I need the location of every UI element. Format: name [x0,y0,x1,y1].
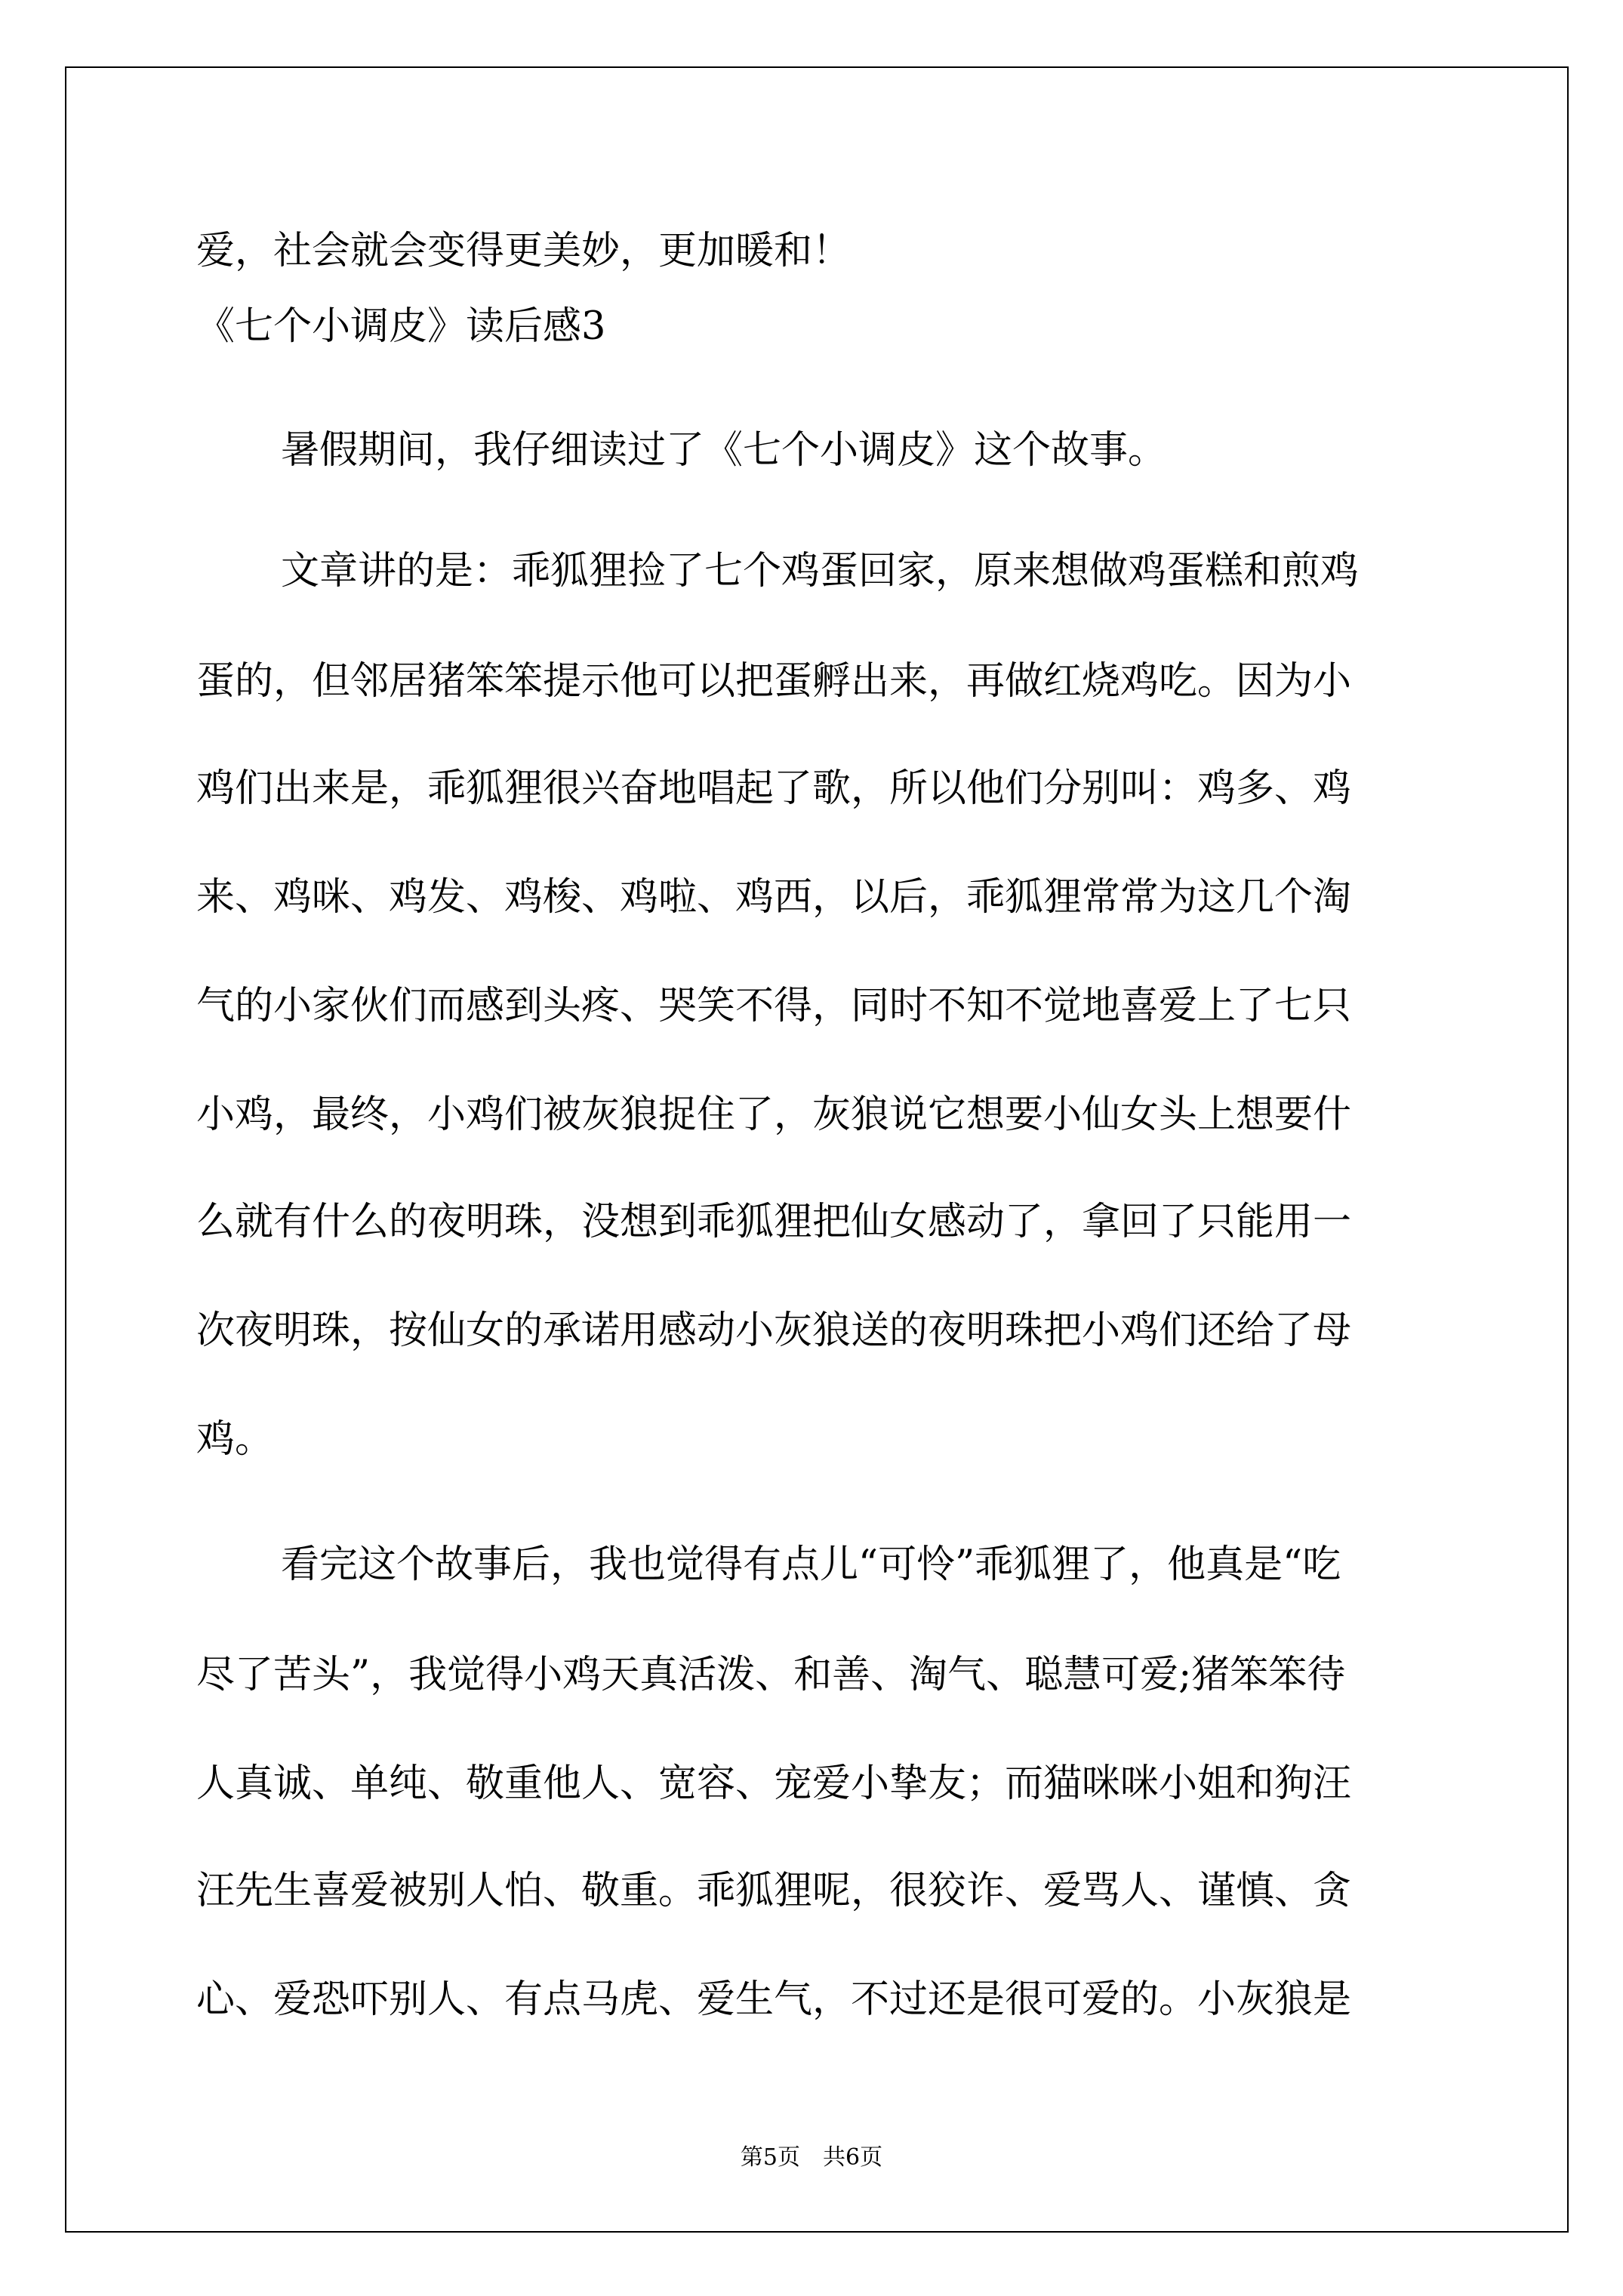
text-line-11: 次夜明珠，按仙女的承诺用感动小灰狼送的夜明珠把小鸡们还给了母 [196,1308,1352,1353]
page-footer: 第5页 共6页 [740,2144,883,2171]
text-line-13: 看完这个故事后，我也觉得有点儿“可怜”乖狐狸了，他真是“吃 [281,1542,1341,1587]
text-line-12: 鸡。 [196,1417,274,1462]
text-line-3: 暑假期间，我仔细读过了《七个小调皮》这个故事。 [281,428,1167,473]
text-line-14: 尽了苦头”，我觉得小鸡天真活泼、和善、淘气、聪慧可爱;猪笨笨待 [196,1653,1346,1697]
text-line-15: 人真诚、单纯、敬重他人、宽容、宠爱小挚友；而猫咪咪小姐和狗汪 [196,1761,1352,1806]
text-line-6: 鸡们出来是，乖狐狸很兴奋地唱起了歌，所以他们分别叫：鸡多、鸡 [196,766,1352,811]
text-line-16: 汪先生喜爱被别人怕、敬重。乖狐狸呢，很狡诈、爱骂人、谨慎、贪 [196,1869,1352,1913]
section-heading: 《七个小调皮》读后感3 [196,304,606,349]
text-line-7: 来、鸡咪、鸡发、鸡梭、鸡啦、鸡西，以后，乖狐狸常常为这几个淘 [196,875,1352,920]
text-line-9: 小鸡，最终，小鸡们被灰狼捉住了，灰狼说它想要小仙女头上想要什 [196,1093,1352,1137]
text-line-10: 么就有什么的夜明珠，没想到乖狐狸把仙女感动了，拿回了只能用一 [196,1200,1352,1244]
text-line-4: 文章讲的是：乖狐狸捡了七个鸡蛋回家，原来想做鸡蛋糕和煎鸡 [281,549,1360,593]
text-line-8: 气的小家伙们而感到头疼、哭笑不得，同时不知不觉地喜爱上了七只 [196,984,1352,1028]
text-line-17: 心、爱恐吓别人、有点马虎、爱生气，不过还是很可爱的。小灰狼是 [196,1977,1352,2022]
text-line-5: 蛋的，但邻居猪笨笨提示他可以把蛋孵出来，再做红烧鸡吃。因为小 [196,659,1352,704]
text-line-1: 爱，社会就会变得更美妙，更加暖和！ [196,229,852,273]
